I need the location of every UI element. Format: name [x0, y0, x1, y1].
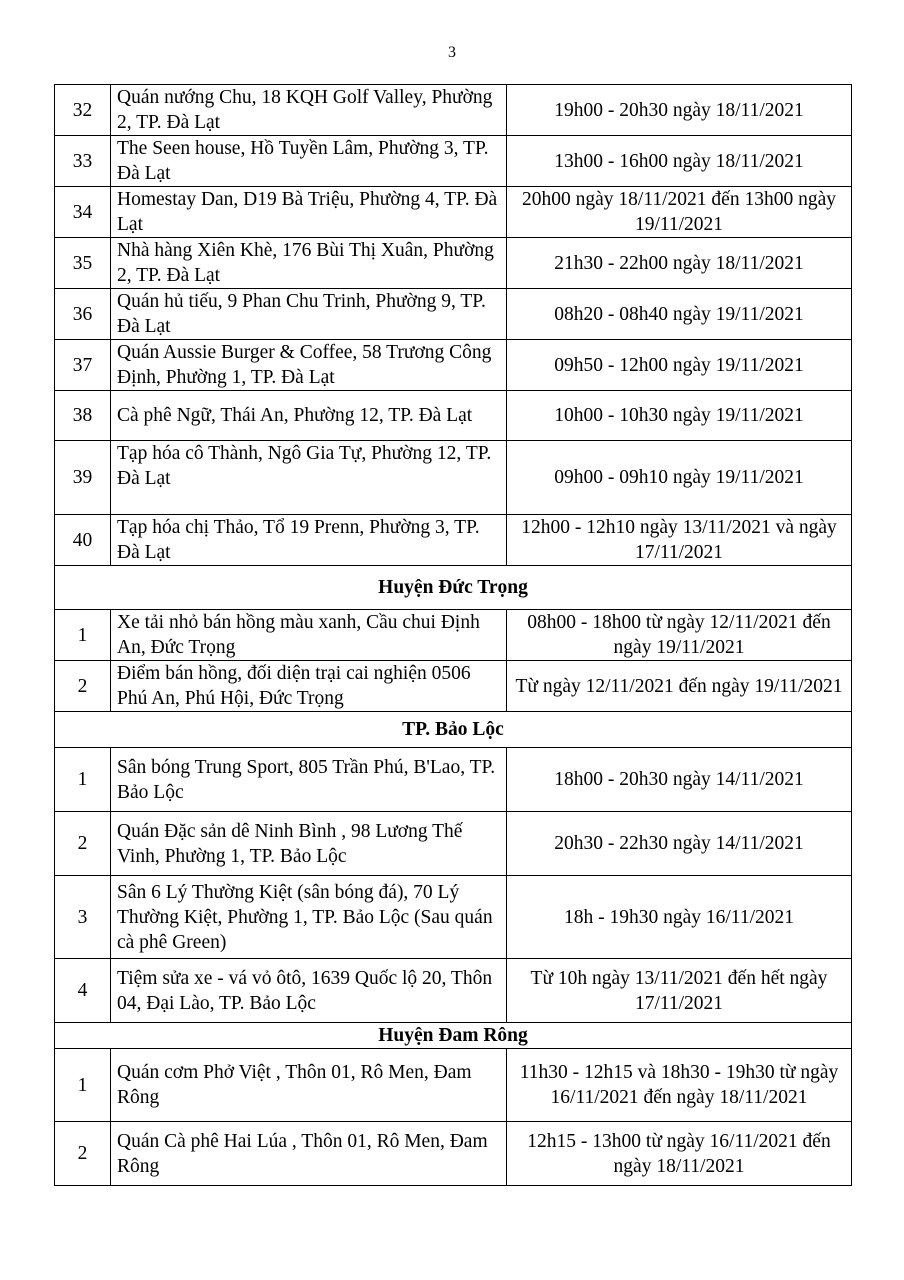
time-cell: 09h50 - 12h00 ngày 19/11/2021: [507, 340, 852, 391]
row-number: 39: [55, 441, 111, 515]
table-row: [55, 289, 852, 340]
table-row: [55, 187, 852, 238]
table-row: [55, 748, 852, 812]
row-number: 37: [55, 340, 111, 391]
location-cell: Tạp hóa chị Thảo, Tổ 19 Prenn, Phường 3, TP. Đà Lạt: [111, 515, 507, 566]
row-number: 4: [55, 959, 111, 1023]
row-number: 33: [55, 136, 111, 187]
table-row: [55, 959, 852, 1023]
row-number: 1: [55, 1049, 111, 1122]
section-title: TP. Bảo Lộc: [55, 712, 852, 748]
location-cell: Quán Đặc sản dê Ninh Bình , 98 Lương Thế Vinh, Phường 1, TP. Bảo Lộc: [111, 812, 507, 876]
location-cell: Cà phê Ngữ, Thái An, Phường 12, TP. Đà Lạt: [111, 391, 507, 441]
page-number: 3: [448, 44, 456, 61]
table-row: [55, 238, 852, 289]
row-number: 2: [55, 812, 111, 876]
location-cell: Quán Aussie Burger & Coffee, 58 Trương Công Định, Phường 1, TP. Đà Lạt: [111, 340, 507, 391]
location-cell: The Seen house, Hồ Tuyền Lâm, Phường 3, TP. Đà Lạt: [111, 136, 507, 187]
section-header-row: [55, 1023, 852, 1049]
time-cell: 12h15 - 13h00 từ ngày 16/11/2021 đến ngày 18/11/2021: [507, 1122, 852, 1186]
row-number: 40: [55, 515, 111, 566]
location-cell: Sân bóng Trung Sport, 805 Trần Phú, B'Lao, TP. Bảo Lộc: [111, 748, 507, 812]
location-cell: Quán hủ tiếu, 9 Phan Chu Trinh, Phường 9, TP. Đà Lạt: [111, 289, 507, 340]
time-cell: 20h30 - 22h30 ngày 14/11/2021: [507, 812, 852, 876]
table-row: [55, 441, 852, 515]
table-row: [55, 1049, 852, 1122]
row-number: 38: [55, 391, 111, 441]
row-number: 1: [55, 610, 111, 661]
time-cell: 20h00 ngày 18/11/2021 đến 13h00 ngày 19/11/2021: [507, 187, 852, 238]
table-row: [55, 812, 852, 876]
location-cell: Homestay Dan, D19 Bà Triệu, Phường 4, TP. Đà Lạt: [111, 187, 507, 238]
location-cell: Xe tải nhỏ bán hồng màu xanh, Cầu chui Định An, Đức Trọng: [111, 610, 507, 661]
table-row: [55, 391, 852, 441]
row-number: 32: [55, 85, 111, 136]
section-title: Huyện Đức Trọng: [55, 566, 852, 610]
time-cell: 18h - 19h30 ngày 16/11/2021: [507, 876, 852, 959]
table-row: [55, 85, 852, 136]
time-cell: 13h00 - 16h00 ngày 18/11/2021: [507, 136, 852, 187]
section-header-row: [55, 566, 852, 610]
section-title: Huyện Đam Rông: [55, 1023, 852, 1049]
location-cell: Sân 6 Lý Thường Kiệt (sân bóng đá), 70 Lý Thường Kiệt, Phường 1, TP. Bảo Lộc (Sau quán cà phê Green): [111, 876, 507, 959]
row-number: 3: [55, 876, 111, 959]
time-cell: 09h00 - 09h10 ngày 19/11/2021: [507, 441, 852, 515]
time-cell: 08h20 - 08h40 ngày 19/11/2021: [507, 289, 852, 340]
time-cell: Từ ngày 12/11/2021 đến ngày 19/11/2021: [507, 661, 852, 712]
row-number: 36: [55, 289, 111, 340]
location-cell: Nhà hàng Xiên Khè, 176 Bùi Thị Xuân, Phường 2, TP. Đà Lạt: [111, 238, 507, 289]
location-cell: Tạp hóa cô Thành, Ngô Gia Tự, Phường 12, TP. Đà Lạt: [111, 441, 507, 515]
time-cell: 18h00 - 20h30 ngày 14/11/2021: [507, 748, 852, 812]
table-row: [55, 515, 852, 566]
table-row: [55, 610, 852, 661]
location-cell: Điểm bán hồng, đối diện trại cai nghiện 0506 Phú An, Phú Hội, Đức Trọng: [111, 661, 507, 712]
table-row: [55, 661, 852, 712]
row-number: 2: [55, 661, 111, 712]
time-cell: 10h00 - 10h30 ngày 19/11/2021: [507, 391, 852, 441]
row-number: 34: [55, 187, 111, 238]
time-cell: 11h30 - 12h15 và 18h30 - 19h30 từ ngày 16/11/2021 đến ngày 18/11/2021: [507, 1049, 852, 1122]
location-cell: Quán cơm Phở Việt , Thôn 01, Rô Men, Đam Rông: [111, 1049, 507, 1122]
row-number: 35: [55, 238, 111, 289]
time-cell: 19h00 - 20h30 ngày 18/11/2021: [507, 85, 852, 136]
row-number: 1: [55, 748, 111, 812]
row-number: 2: [55, 1122, 111, 1186]
table-row: [55, 1122, 852, 1186]
table-row: [55, 340, 852, 391]
time-cell: 08h00 - 18h00 từ ngày 12/11/2021 đến ngày 19/11/2021: [507, 610, 852, 661]
section-header-row: [55, 712, 852, 748]
table-row: [55, 876, 852, 959]
location-cell: Quán Cà phê Hai Lúa , Thôn 01, Rô Men, Đam Rông: [111, 1122, 507, 1186]
location-cell: Quán nướng Chu, 18 KQH Golf Valley, Phường 2, TP. Đà Lạt: [111, 85, 507, 136]
location-cell: Tiệm sửa xe - vá vỏ ôtô, 1639 Quốc lộ 20, Thôn 04, Đại Lào, TP. Bảo Lộc: [111, 959, 507, 1023]
time-cell: 12h00 - 12h10 ngày 13/11/2021 và ngày 17/11/2021: [507, 515, 852, 566]
time-cell: Từ 10h ngày 13/11/2021 đến hết ngày 17/11/2021: [507, 959, 852, 1023]
location-table: [54, 84, 852, 1186]
table-row: [55, 136, 852, 187]
time-cell: 21h30 - 22h00 ngày 18/11/2021: [507, 238, 852, 289]
